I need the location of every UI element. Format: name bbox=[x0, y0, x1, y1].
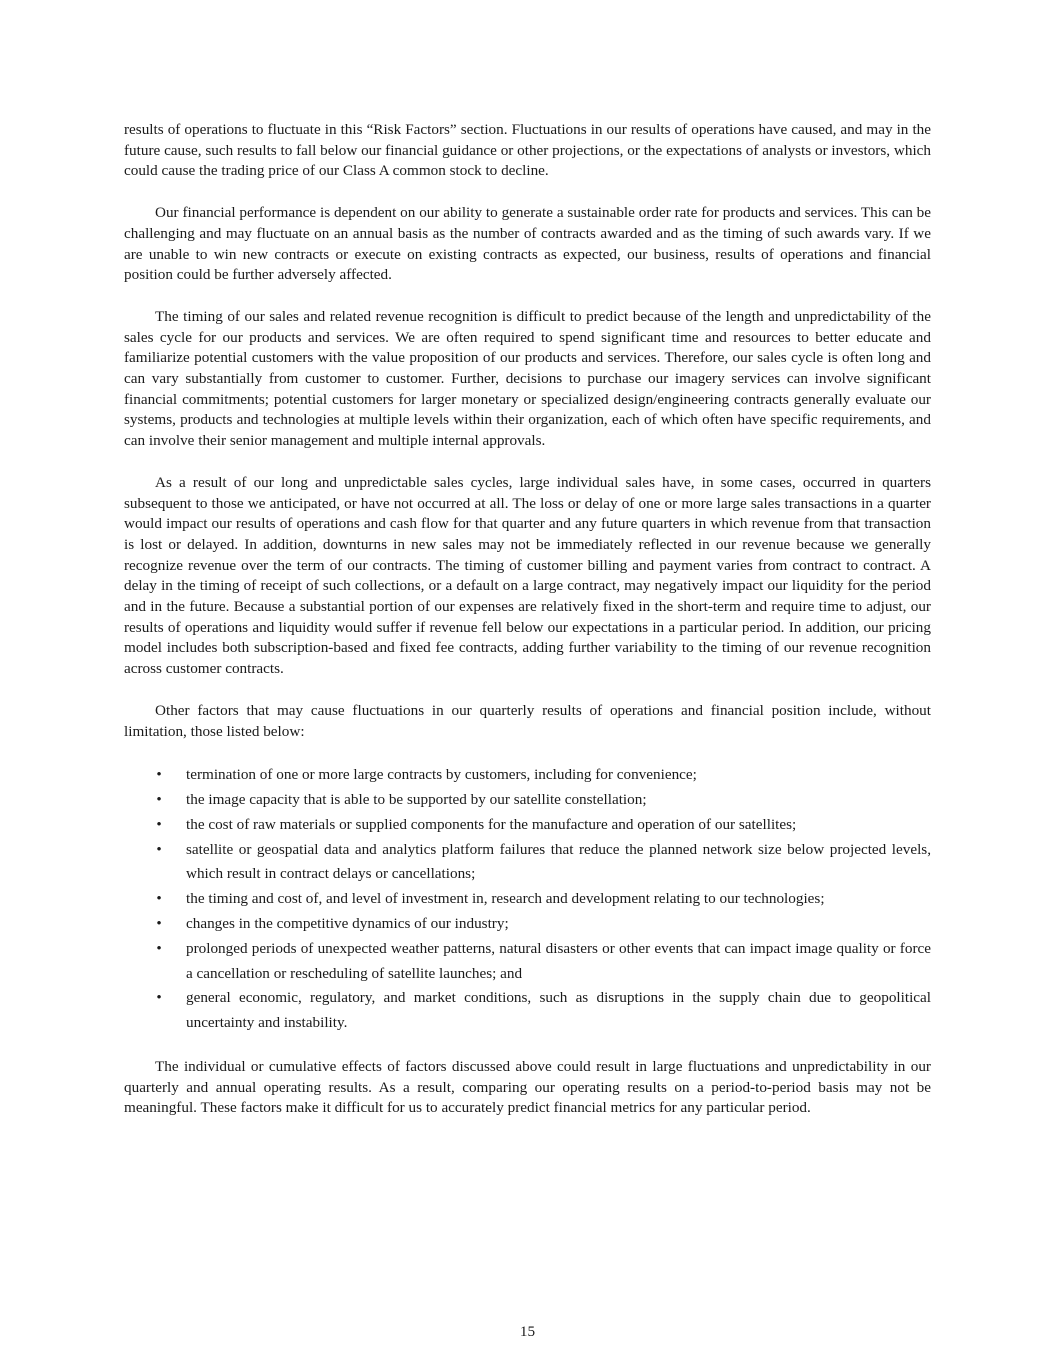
paragraph-financial-performance: Our financial performance is dependent on our ability to generate a sustainable order rate for products and services. This can be challenging and may fluctuate on an annual basis as the number of contracts awarded and as the timing of such awards vary. If we are unable to win new contracts or execute on existing contracts as expected, our business, results of operations and financial position could be further adversely affected. bbox=[124, 204, 931, 284]
list-item-text: satellite or geospatial data and analytics platform failures that reduce the planned network size below projected levels, which result in contract delays or cancellations; bbox=[186, 840, 931, 883]
list-item bbox=[124, 937, 931, 987]
list-item bbox=[124, 986, 931, 1036]
bullet-icon: • bbox=[156, 890, 162, 908]
list-item-text: the image capacity that is able to be supported by our satellite constellation; bbox=[186, 791, 647, 809]
document-body bbox=[124, 120, 931, 1140]
bullet-icon: • bbox=[156, 815, 162, 833]
paragraph-closing: The individual or cumulative effects of factors discussed above could result in large fluctuations and unpredictability in our quarterly and annual operating results. As a result, comparing our operating results on a period-to-period basis may not be meaningful. These factors make it difficult for us to accurately predict financial metrics for any particular period. bbox=[124, 1058, 931, 1117]
bullet-icon: • bbox=[156, 989, 162, 1007]
list-item bbox=[124, 887, 931, 912]
list-item-text: general economic, regulatory, and market conditions, such as disruptions in the supply chain due to geopolitical uncertainty and instability. bbox=[186, 989, 931, 1032]
bullet-icon: • bbox=[156, 840, 162, 858]
list-item bbox=[124, 788, 931, 813]
list-item bbox=[124, 912, 931, 937]
paragraph-other-factors: Other factors that may cause fluctuations in our quarterly results of operations and financial position include, without limitation, those listed below: bbox=[124, 701, 931, 740]
page-number: 15 bbox=[519, 1323, 536, 1340]
list-item-text: the timing and cost of, and level of investment in, research and development relating to our technologies; bbox=[186, 890, 825, 908]
list-item-text: the cost of raw materials or supplied components for the manufacture and operation of our satellites; bbox=[186, 815, 797, 833]
list-item-text: prolonged periods of unexpected weather patterns, natural disasters or other events that can impact image quality or force a cancellation or rescheduling of satellite launches; and bbox=[186, 939, 931, 982]
list-item-text: termination of one or more large contracts by customers, including for convenience; bbox=[186, 766, 697, 784]
list-item bbox=[124, 838, 931, 888]
bullet-icon: • bbox=[156, 915, 162, 933]
list-item bbox=[124, 763, 931, 788]
paragraph-sales-timing: The timing of our sales and related revenue recognition is difficult to predict because of the length and unpredictability of the sales cycle for our products and services. We are often required to spend significant time and resources to better educate and familiarize potential customers with the value proposition of our products and services. Therefore, our sales cycle is often long and can vary substantially from customer to customer. Further, decisions to purchase our imagery services can involve significant financial commitments; potential customers for larger monetary or specialized design/engineering contracts generally evaluate our systems, products and technologies at multiple levels within their organization, each of which often have specific requirements, and can involve their senior management and multiple internal approvals. bbox=[124, 307, 931, 450]
paragraph-sales-cycles: As a result of our long and unpredictable sales cycles, large individual sales have, in some cases, occurred in quarters subsequent to those we anticipated, or have not occurred at all. The loss or delay of one or more large sales transactions in a quarter would impact our results of operations and cash flow for that quarter and any future quarters in which revenue from that transaction is lost or delayed. In addition, downturns in new sales may not be immediately reflected in our revenue because we generally recognize revenue over the term of our contracts. The timing of customer billing and payment varies from contract to contract. A delay in the timing of receipt of such collections, or a default on a large contract, may negatively impact our liquidity for the period and in the future. Because a substantial portion of our expenses are relatively fixed in the short-term and require time to adjust, our results of operations and liquidity would suffer if revenue fell below our expectations in a particular period. In addition, our pricing model includes both subscription-based and fixed fee contracts, adding further variability to the timing of our revenue recognition across customer contracts. bbox=[124, 473, 931, 678]
paragraph-continuation: results of operations to fluctuate in this “Risk Factors” section. Fluctuations in our results of operations have caused, and may in the future cause, such results to fall below our financial guidance or other projections, or the expectations of analysts or investors, which could cause the trading price of our Class A common stock to decline. bbox=[124, 121, 931, 180]
bullet-icon: • bbox=[156, 766, 162, 784]
list-item-text: changes in the competitive dynamics of our industry; bbox=[186, 915, 509, 933]
bullet-icon: • bbox=[156, 791, 162, 809]
bullet-icon: • bbox=[156, 939, 162, 957]
list-item bbox=[124, 813, 931, 838]
factor-list bbox=[124, 763, 931, 1036]
